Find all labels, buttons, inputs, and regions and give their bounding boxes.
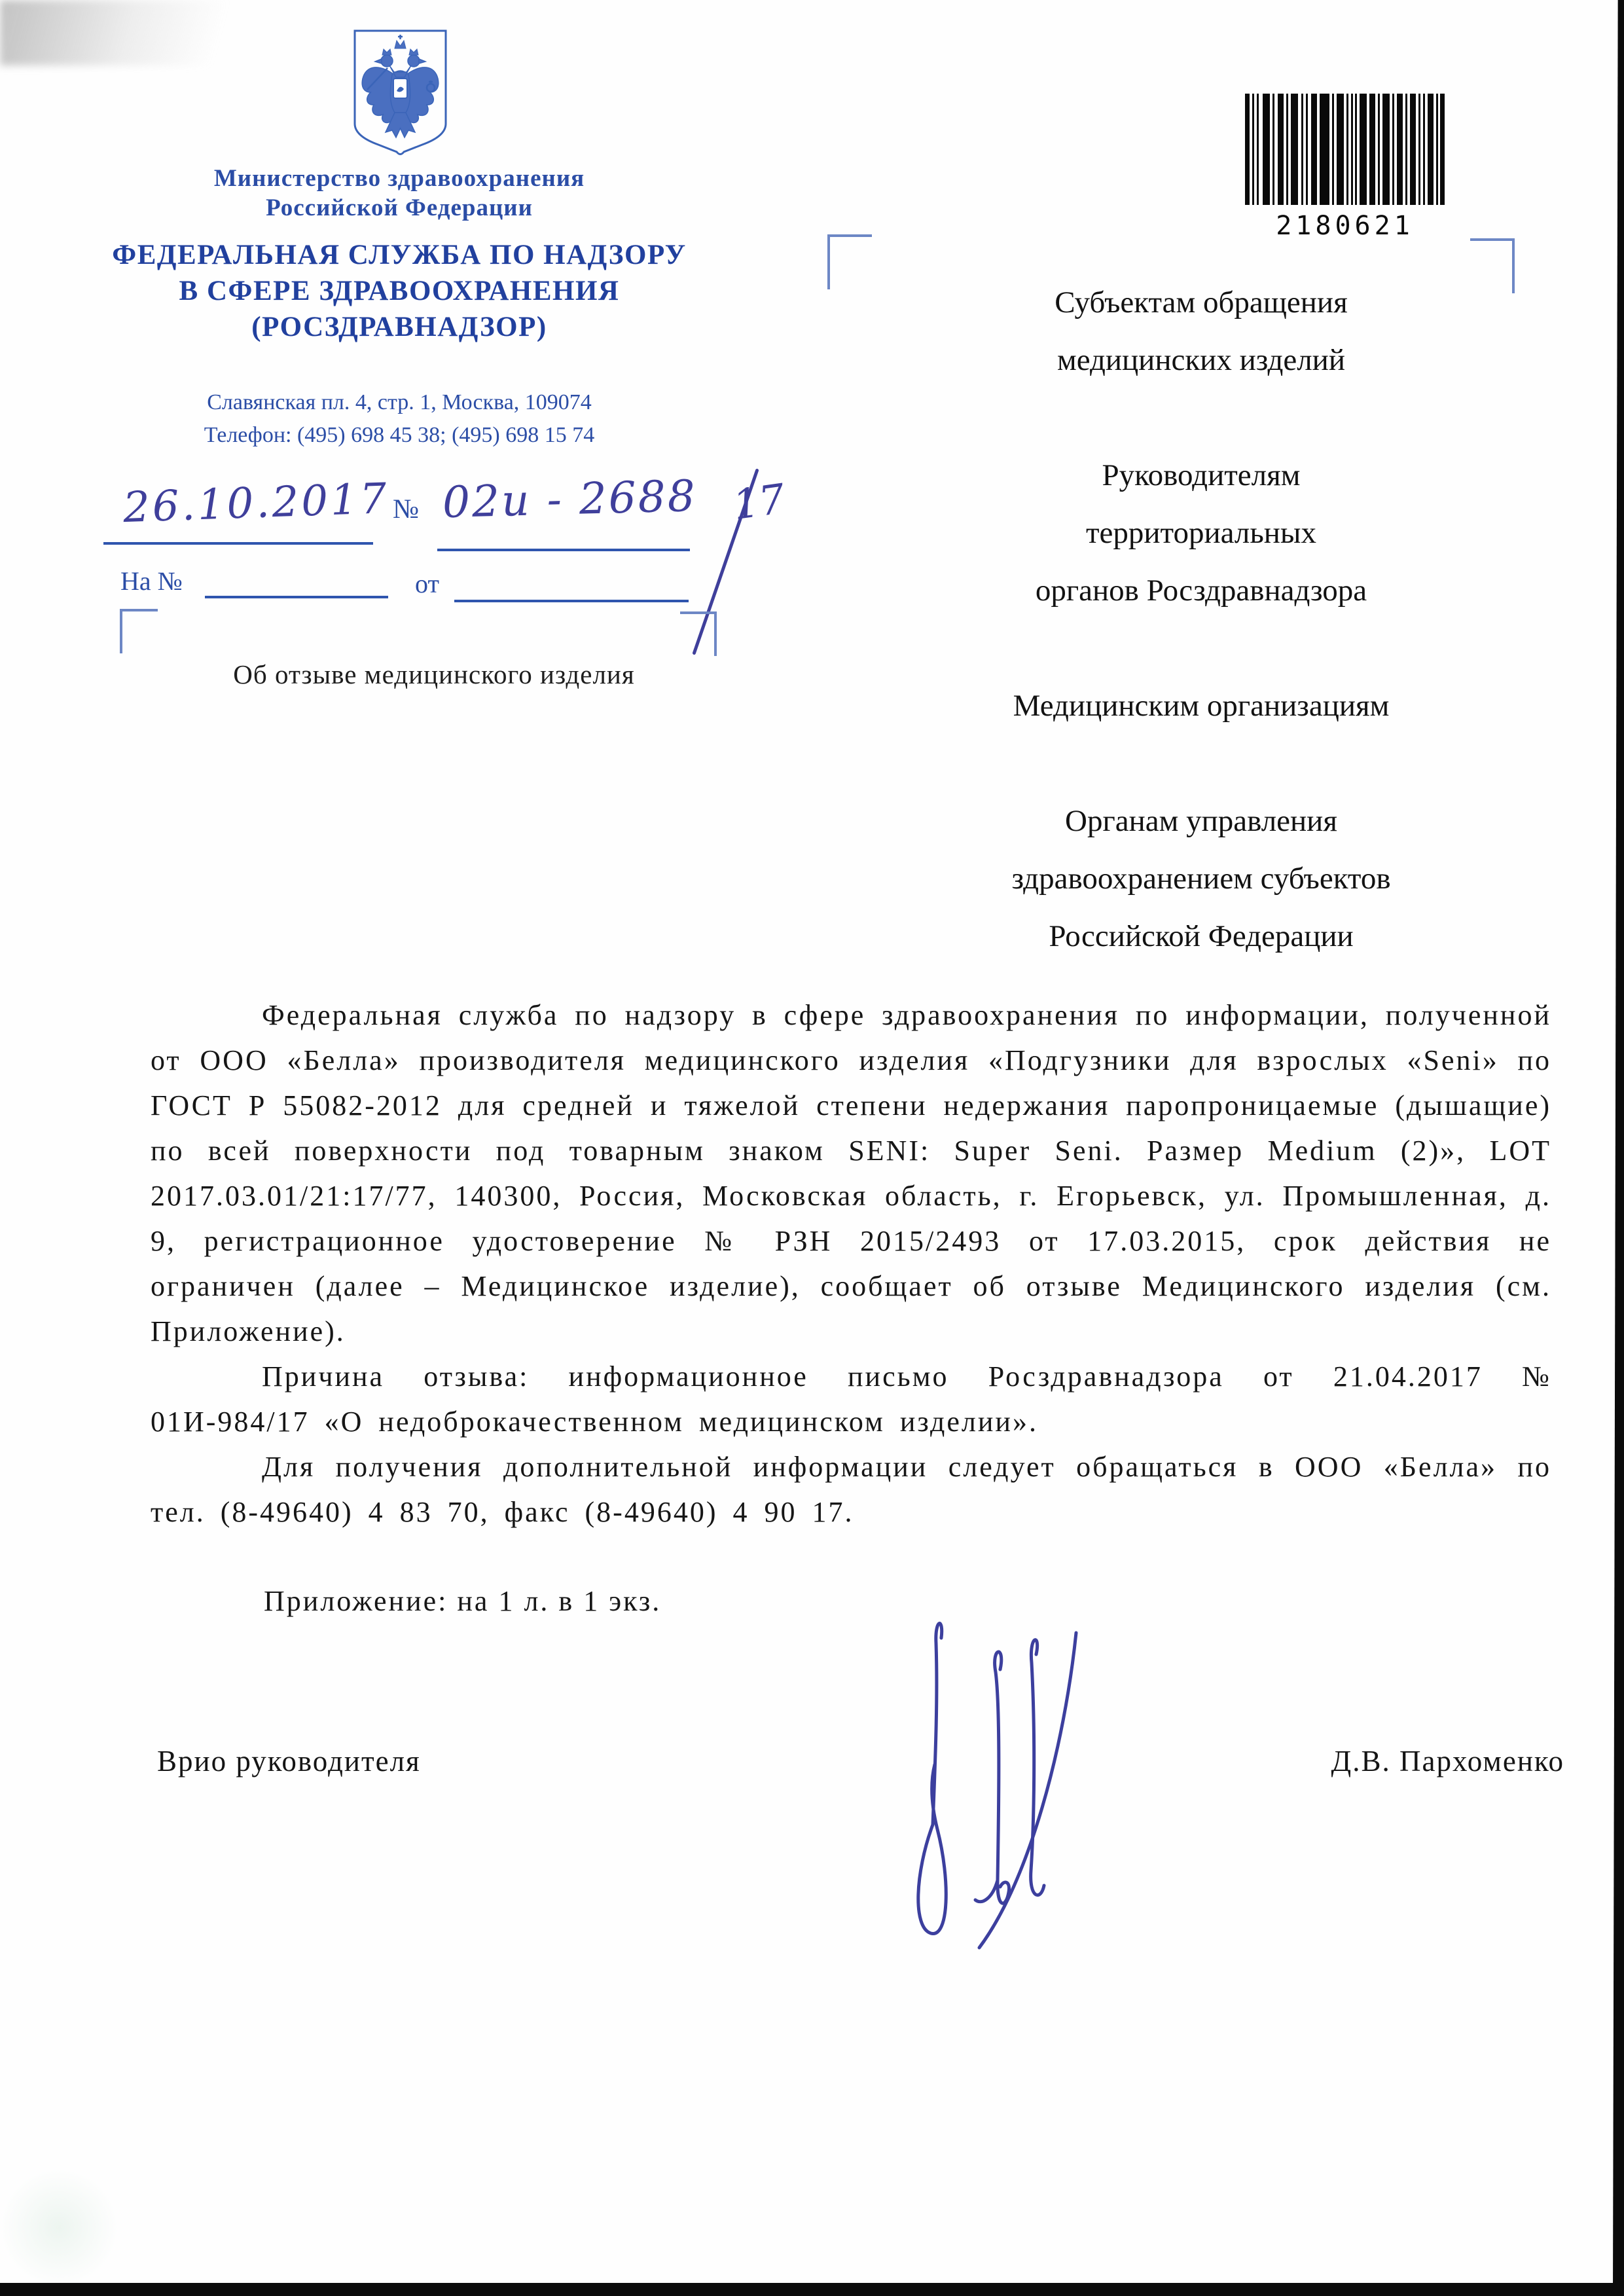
- barcode-number: 2180621: [1276, 211, 1414, 241]
- service-line1: ФЕДЕРАЛЬНАЯ СЛУЖБА ПО НАДЗОРУ: [112, 240, 687, 270]
- subject-corner-bracket-right: [680, 611, 717, 656]
- date-underline: [103, 542, 373, 545]
- subject-line: Об отзыве медицинского изделия: [233, 659, 635, 689]
- handwritten-number: 02и - 2688: [442, 470, 698, 528]
- recipient-group: [907, 792, 1496, 965]
- recipient-line: Медицинским организациям: [1013, 689, 1390, 723]
- body-paragraph-2: Причина отзыва: информационное письмо Росздравнадзора от 21.04.2017 № 01И-984/17 «О недоброкачественном медицинском изделии».: [151, 1360, 1551, 1438]
- recipient-line: Руководителям: [1102, 458, 1301, 492]
- scan-edge-right: [1613, 0, 1624, 2296]
- recipient-line: Органам управления: [1065, 804, 1337, 838]
- reference-date-blank-line: [454, 600, 689, 602]
- number-sign-label: №: [393, 494, 420, 524]
- recipient-group: [907, 274, 1496, 389]
- ministry-line2: Российской Федерации: [266, 194, 533, 221]
- street-address: Славянская пл. 4, стр. 1, Москва, 109074: [207, 390, 592, 414]
- scan-shadow-top-left: [0, 0, 288, 65]
- recipient-line: здравоохранением субъектов: [1011, 862, 1391, 896]
- recipient-line: Субъектам обращения: [1055, 285, 1348, 319]
- handwritten-date: 26.10.2017: [122, 474, 390, 533]
- ministry-name: [88, 164, 710, 223]
- scan-stain-bottom-left: [0, 2167, 118, 2288]
- letter-body: [151, 993, 1551, 1535]
- recipients-block: [907, 274, 1496, 1023]
- subject-corner-bracket-left: [120, 609, 158, 653]
- scan-edge-bottom: [0, 2283, 1624, 2296]
- phone-numbers: Телефон: (495) 698 45 38; (495) 698 15 74: [204, 423, 595, 447]
- barcode: [1245, 94, 1445, 241]
- recipient-group: [907, 677, 1496, 735]
- body-paragraph-1: Федеральная служба по надзору в сфере здравоохранения по информации, полученной от ООО «Белла» производителя медицинского изделия «Подгузники для взрослых «Seni» по ГОСТ Р 55082-2012 для средней и тяжелой степени недержания паропроницаемые (дышащие) по всей поверхности под товарным знаком SENI: Super Seni. Размер Medium (2)», LOT 2017.03.01/21:17/77, 140300, Россия, Московская область, г. Егорьевск, ул. Промышленная, д. 9, регистрационное удостоверение № РЗН 2015/2493 от 17.03.2015, срок действия не ограничен (далее – Медицинское изделие), сообщает об отзыве Медицинского изделия (см. Приложение).: [151, 999, 1551, 1347]
- barcode-bars: [1245, 94, 1445, 205]
- body-paragraph-3: Для получения дополнительной информации следует обращаться в ООО «Белла» по тел. (8-49640) 4 83 70, факс (8-49640) 4 90 17.: [151, 1451, 1551, 1528]
- service-name: [72, 237, 727, 345]
- service-line3: (РОСЗДРАВНАДЗОР): [251, 312, 547, 342]
- recipient-corner-bracket-left: [827, 234, 872, 289]
- recipient-group: [907, 446, 1496, 619]
- recipient-line: медицинских изделий: [1056, 343, 1345, 377]
- ministry-line1: Министерство здравоохранения: [213, 165, 585, 192]
- letterhead-contacts: [88, 386, 710, 452]
- signer-name: Д.В. Пархоменко: [1331, 1745, 1564, 1777]
- reference-date-label: от: [415, 569, 439, 598]
- reference-number-blank-line: [205, 596, 388, 598]
- handwritten-number-suffix: 17: [730, 474, 788, 530]
- service-line2: В СФЕРЕ ЗДРАВООХРАНЕНИЯ: [179, 276, 620, 306]
- number-underline: [437, 549, 690, 551]
- coat-of-arms-emblem: [349, 29, 452, 158]
- recipient-line: Российской Федерации: [1049, 919, 1354, 953]
- attachment-note: Приложение: на 1 л. в 1 экз.: [264, 1585, 662, 1617]
- signer-position-title: Врио руководителя: [157, 1745, 421, 1777]
- recipient-line: территориальных: [1085, 516, 1317, 550]
- reference-number-label: На №: [120, 566, 183, 596]
- recipient-line: органов Росздравнадзора: [1035, 574, 1367, 608]
- handwritten-signature: [902, 1605, 1125, 1972]
